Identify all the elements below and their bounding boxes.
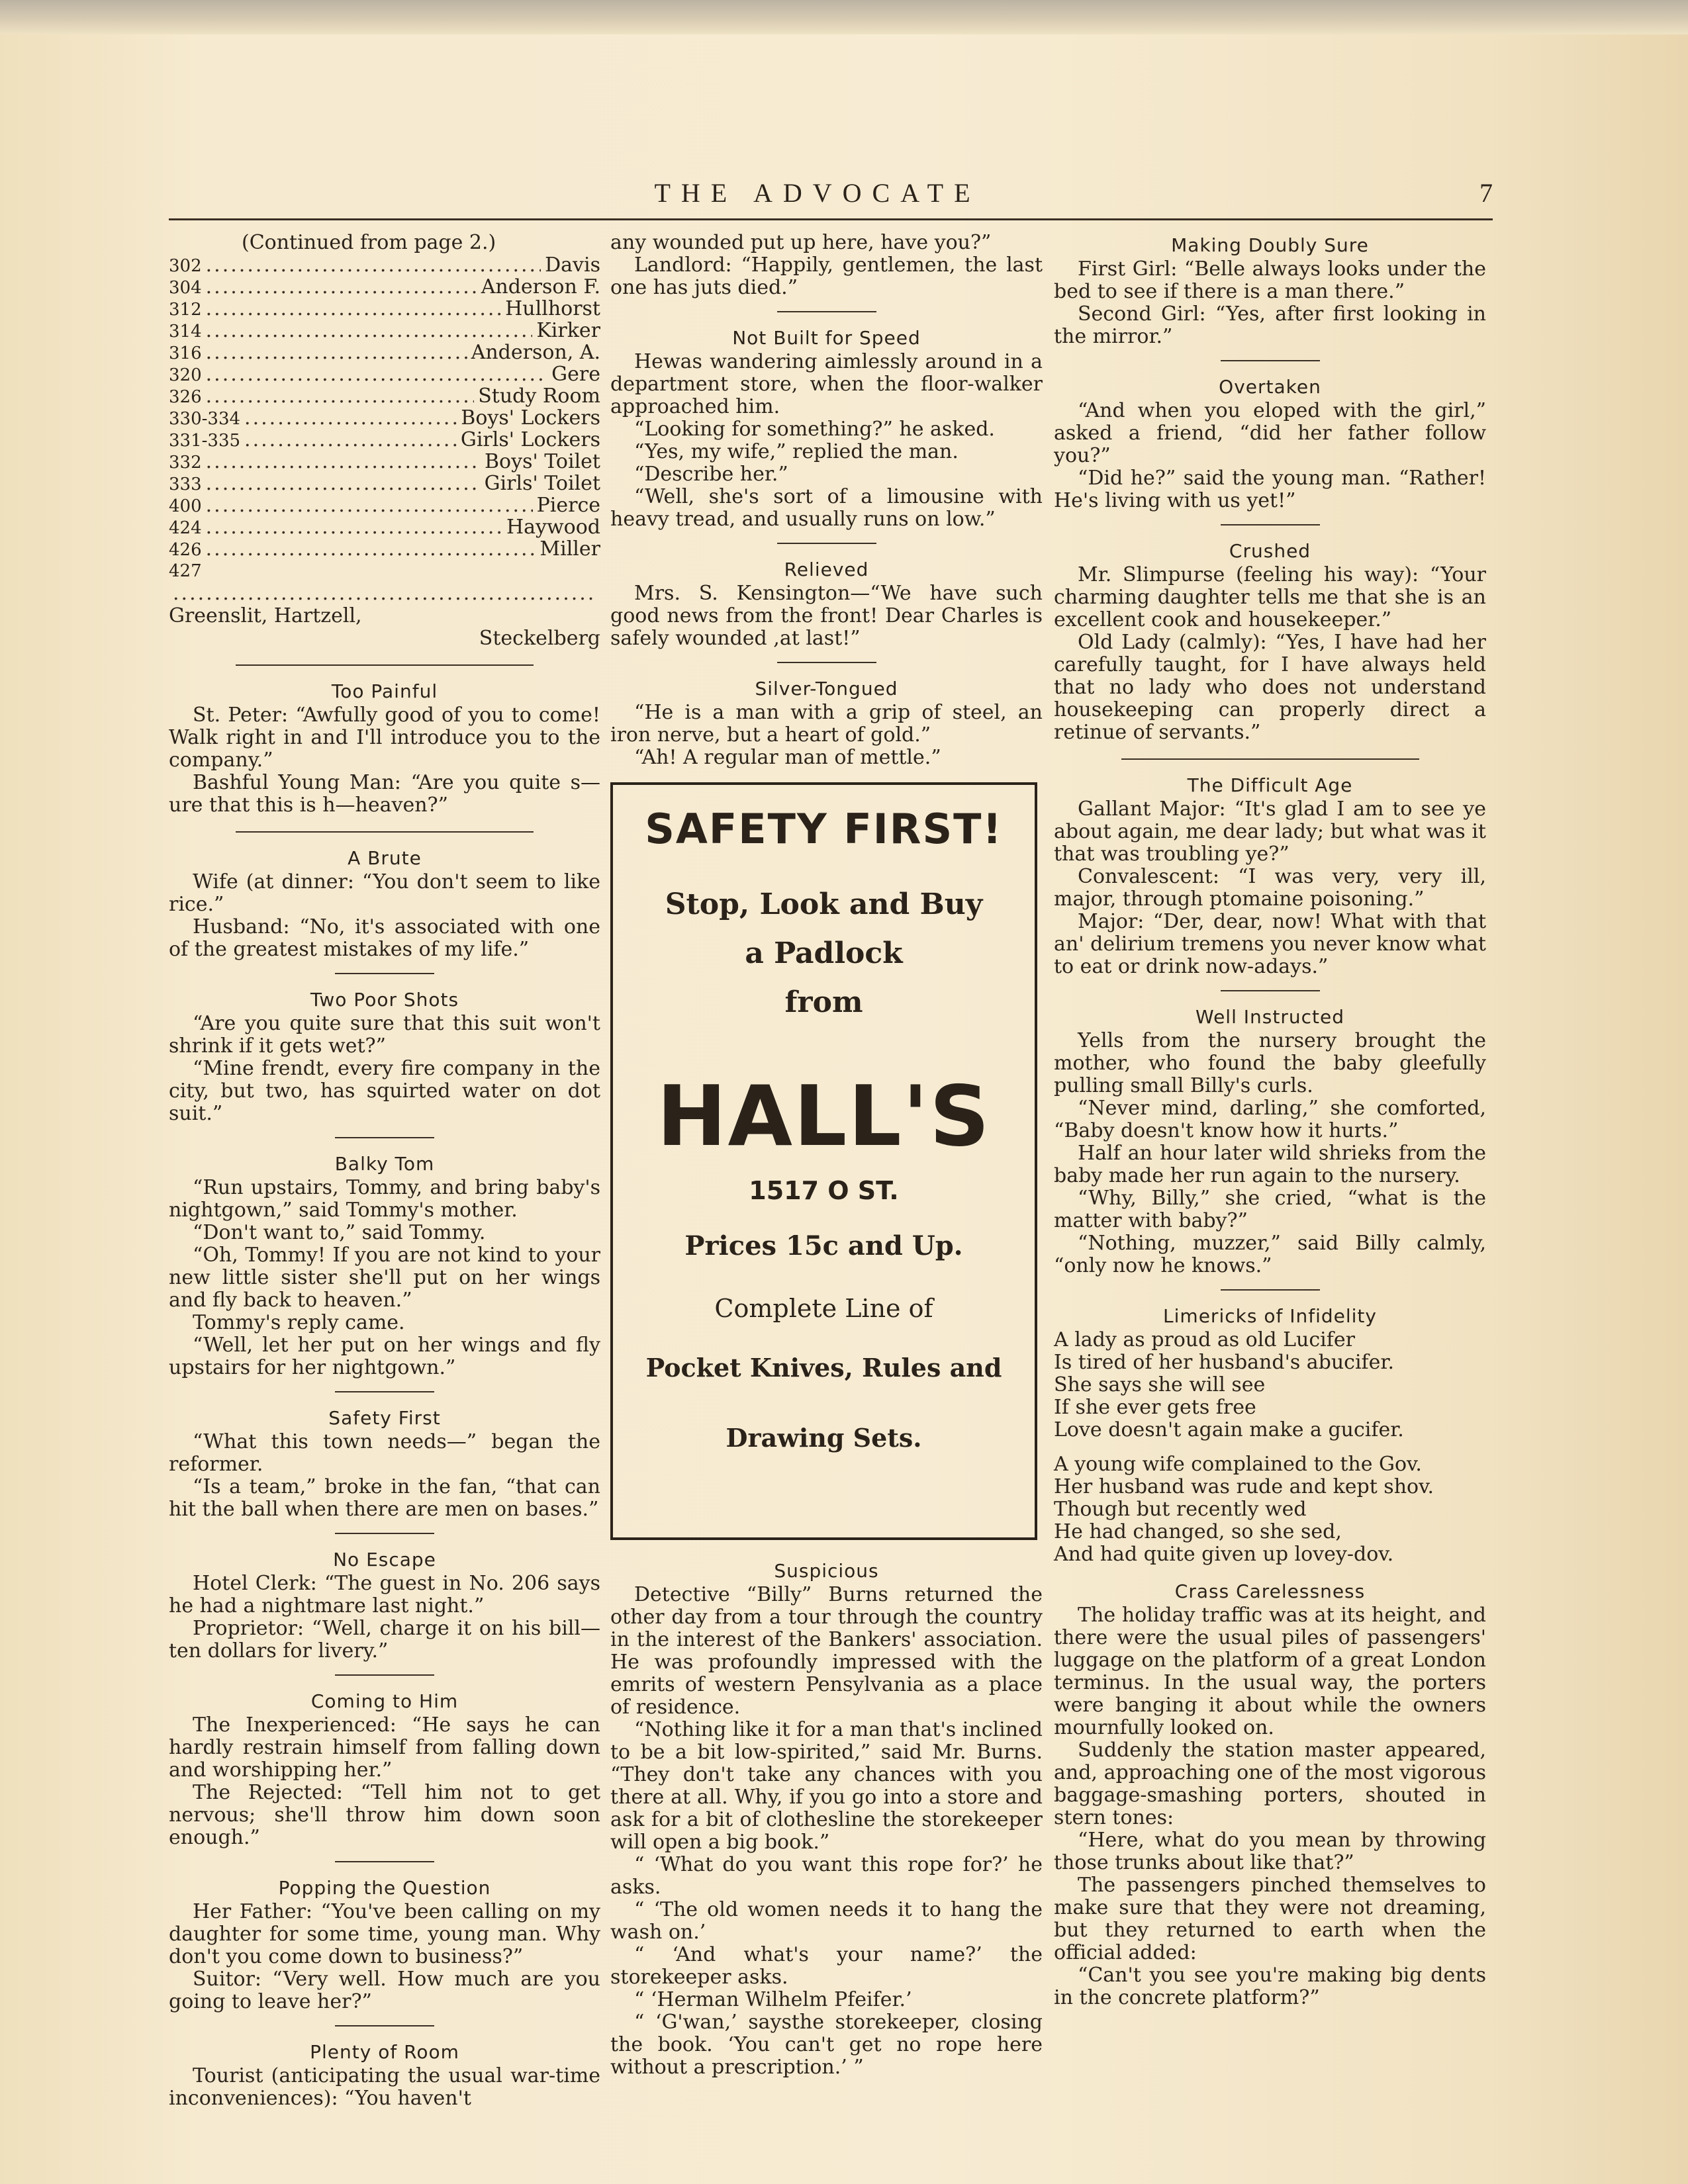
joke-text: “Mine frendt, every fire company in the city, but two, has squirted water on dot suit.” [169,1057,600,1125]
joke-title: Safety First [328,1407,441,1429]
joke-text: Hotel Clerk: “The guest in No. 206 says he had a nightmare last night.” [169,1572,600,1617]
directory-row: 331-335 ..... Girls' Lockers [169,429,600,451]
joke-text: “Nothing, muzzer,” said Billy calmly, “only now he knows.” [1054,1232,1486,1277]
section-divider [777,662,876,663]
directory-row: 332 ..... Boys' Toilet [169,451,600,473]
continued-note: (Continued from page 2.) [242,231,496,254]
poem-line: And had quite given up lovey-dov. [1054,1543,1394,1566]
joke-text: Detective “Billy” Burns returned the other day from a tour through the country in the interest of the Bankers' association. He was profoundly impressed with the emrits of western Pensylvania as a place of residence. [610,1583,1043,1719]
joke-title: Two Poor Shots [310,989,459,1011]
directory-row: 326 ..... Study Room [169,385,600,407]
joke-title: Not Built for Speed [732,327,921,349]
joke-text: Yells from the nursery brought the mother, who found the baby gleefully pulling small Billy's curls. [1054,1029,1486,1097]
joke-text: “ ‘G'wan,’ saysthe storekeeper, closing the book. ‘You can't get no rope here without a prescription.’ ” [610,2011,1043,2079]
poem-line: A lady as proud as old Lucifer [1054,1328,1355,1351]
section-divider [777,311,876,312]
poem-line: Though but recently wed [1054,1498,1307,1521]
joke-text: The passengers pinched themselves to make sure that they were not dreaming, but they returned to earth when the official added: [1054,1874,1486,1964]
directory-row: 427 ..... Greenslit, Hartzell, Steckelberg [169,560,600,650]
joke-text: Old Lady (calmly): “Yes, I have had her carefully taught, for I have always held that no lady who does not understand housekeeping can properly direct a retinue of servants.” [1054,631,1486,744]
joke-text: Convalescent: “I was very, very ill, major, through ptomaine poisoning.” [1054,865,1486,911]
section-divider [335,1391,434,1392]
joke-text: “What this town needs—” began the reformer. [169,1430,600,1476]
joke-title: Well Instructed [1196,1006,1344,1028]
directory-row: 302 ..... Davis [169,254,600,276]
joke-text: Suddenly the station master appeared, and, approaching one of the most vigorous baggage-smashing porters, shouted in stern tones: [1054,1739,1486,1829]
section-divider [236,664,534,666]
joke-text: “Run upstairs, Tommy, and bring baby's nightgown,” said Tommy's mother. [169,1176,600,1222]
section-divider [335,1861,434,1862]
joke-title: Plenty of Room [310,2041,459,2063]
section-divider [1121,758,1419,760]
joke-title: The Difficult Age [1187,774,1353,796]
joke-text: Landlord: “Happily, gentlemen, the last one has juts died.” [610,253,1043,299]
poem-line: Is tired of her husband's abucifer. [1054,1351,1394,1374]
joke-text: “Well, let her put on her wings and fly upstairs for her nightgown.” [169,1334,600,1379]
joke-title: Suspicious [774,1560,879,1582]
joke-title: Overtaken [1219,376,1321,398]
joke-text: “Don't want to,” said Tommy. [193,1221,486,1244]
joke-text: “Describe her.” [634,463,788,486]
ad-store-name: HALL'S [657,1068,991,1165]
ad-line: Complete Line of [714,1294,933,1323]
scan-edge [0,0,1688,34]
directory-row: 304 ..... Anderson F. [169,276,600,298]
section-divider [1221,360,1320,361]
directory-row: 312 ..... Hullhorst [169,298,600,320]
joke-text: Gallant Major: “It's glad I am to see ye about again, me dear lady; but what was it that was troubling ye?” [1054,797,1486,866]
joke-text: any wounded put up here, have you?” [610,231,992,254]
column-3 [1054,232,1486,2009]
section-divider [777,543,876,544]
joke-text: Proprietor: “Well, charge it on his bill—ten dollars for livery.” [169,1617,600,1662]
poem-line: Her husband was rude and kept shov. [1054,1475,1434,1498]
ad-line: Pocket Knives, Rules and [645,1353,1002,1383]
joke-text: Mrs. S. Kensington—“We have such good news from the front! Dear Charles is safely wounded ,at last!” [610,582,1043,650]
joke-text: “He is a man with a grip of steel, an iron nerve, but a heart of gold.” [610,701,1043,747]
ad-address: 1517 O ST. [749,1176,899,1205]
directory-row: 333 ..... Girls' Toilet [169,473,600,494]
joke-text: Tourist (anticipating the usual war-time inconveniences): “You haven't [169,2064,600,2110]
joke-text: The holiday traffic was at its height, and there were the usual piles of passengers' luggage on the platform of a great London terminus. In the usual way, the porters were banging it about while the owners mournfully looked on. [1054,1604,1486,1739]
poem-line: Love doesn't again make a gucifer. [1054,1418,1404,1441]
joke-text: Half an hour later wild shrieks from the baby made her run again to the nursery. [1054,1142,1486,1187]
joke-text: Second Girl: “Yes, after first looking in the mirror.” [1054,302,1486,348]
header-rule [169,218,1493,220]
column-2 [610,232,1043,2079]
joke-title: No Escape [333,1549,436,1570]
joke-title: Crass Carelessness [1174,1580,1366,1602]
joke-text: “ ‘And what's your name?’ the storekeeper asks. [610,1943,1043,1989]
section-divider [1221,524,1320,525]
joke-text: First Girl: “Belle always looks under the bed to see if there is a man there.” [1054,257,1486,303]
section-divider [1221,990,1320,991]
directory-row: 316 ..... Anderson, A. [169,341,600,363]
joke-text: “Ah! A regular man of mettle.” [634,746,941,769]
joke-title: Limericks of Infidelity [1163,1305,1377,1327]
joke-text: St. Peter: “Awfully good of you to come! Walk right in and I'll introduce you to the company.” [169,704,600,772]
column-1 [169,232,600,2110]
joke-text: “Nothing like it for a man that's inclined to be a bit low-spirited,” said Mr. Burns. “They don't take any chances with you there at all. Why, if you go into a store and ask for a bit of clothesline the storekeeper will open a big book.” [610,1718,1043,1854]
page-number: 7 [1479,178,1493,208]
joke-title: Making Doubly Sure [1171,234,1369,256]
directory-row: 426 ..... Miller [169,538,600,560]
joke-text: Wife (at dinner: “You don't seem to like rice.” [169,870,600,916]
joke-text: Husband: “No, it's associated with one of the greatest mistakes of my life.” [169,915,600,961]
limerick-2 [1054,1453,1486,1566]
halls-advertisement [610,782,1037,1540]
joke-text: “Why, Billy,” she cried, “what is the matter with baby?” [1054,1187,1486,1232]
ad-line: Drawing Sets. [726,1423,922,1453]
poem-line: A young wife complained to the Gov. [1054,1453,1422,1476]
joke-text: “Never mind, darling,” she comforted, “Baby doesn't know how it hurts.” [1054,1097,1486,1142]
directory-row: 314 ..... Kirker [169,320,600,341]
directory-row: 400 ..... Pierce [169,494,600,516]
joke-text: “Can't you see you're making big dents in the concrete platform?” [1054,1964,1486,2009]
joke-text: “Yes, my wife,” replied the man. [634,440,959,463]
poem-line: She says she will see [1054,1373,1266,1396]
directory-row: 320 ..... Gere [169,363,600,385]
ad-line: a Padlock [745,936,903,970]
joke-text: “Did he?” said the young man. “Rather! He's living with us yet!” [1054,467,1486,512]
joke-text: Suitor: “Very well. How much are you going to leave her?” [169,1968,600,2013]
section-divider [335,1674,434,1676]
joke-text: “Well, she's sort of a limousine with heavy tread, and usually runs on low.” [610,485,1043,531]
ad-line: Stop, Look and Buy [665,887,983,921]
section-divider [335,2025,434,2026]
section-divider [335,1533,434,1534]
joke-title: Too Painful [331,680,438,702]
publication-title: THE ADVOCATE [654,178,981,208]
joke-text: “ ‘What do you want this rope for?’ he asks. [610,1853,1043,1899]
poem-line: If she ever gets free [1054,1396,1256,1419]
joke-title: Silver-Tongued [755,678,898,700]
joke-text: Tommy's reply came. [193,1311,405,1334]
joke-text: Mr. Slimpurse (feeling his way): “Your charming daughter tells me that she is an excellent cook and housekeeper.” [1054,563,1486,631]
joke-title: Relieved [784,559,869,580]
joke-title: Balky Tom [334,1153,435,1175]
joke-text: The Inexperienced: “He says he can hardly restrain himself from falling down and worshipping her.” [169,1713,600,1782]
section-divider [236,831,534,833]
poem-line: He had changed, so she sed, [1054,1520,1342,1543]
joke-title: Popping the Question [278,1877,491,1899]
section-divider [335,1137,434,1138]
ad-prices: Prices 15c and Up. [684,1230,963,1261]
masthead [169,177,1493,217]
joke-text: Bashful Young Man: “Are you quite s—ure that this is h—heaven?” [169,771,600,817]
joke-text: “Looking for something?” he asked. [634,418,995,441]
joke-title: Coming to Him [310,1690,459,1712]
joke-text: “Are you quite sure that this suit won't shrink if it gets wet?” [169,1012,600,1058]
limerick-1 [1054,1329,1486,1441]
joke-text: “Oh, Tommy! If you are not kind to your new little sister she'll put on her wings and fly back to heaven.” [169,1244,600,1312]
joke-text: “Is a team,” broke in the fan, “that can hit the ball when there are men on bases.” [169,1475,600,1521]
joke-text: Hewas wandering aimlessly around in a department store, when the floor-walker approached him. [610,350,1043,418]
room-directory [169,254,600,650]
directory-row: 330-334 ..... Boys' Lockers [169,407,600,429]
joke-text: “And when you eloped with the girl,” asked a friend, “did her father follow you?” [1054,399,1486,467]
ad-line: from [784,985,863,1019]
joke-text: “ ‘The old women needs it to hang the wash on.’ [610,1898,1043,1944]
joke-text: Major: “Der, dear, now! What with that an' delirium tremens you never know what to eat or drink now-adays.” [1054,910,1486,978]
joke-title: Crushed [1229,540,1311,562]
ad-headline: SAFETY FIRST! [645,805,1003,853]
joke-text: The Rejected: “Tell him not to get nervous; she'll throw him down soon enough.” [169,1781,600,1849]
directory-row: 424 ..... Haywood [169,516,600,538]
section-divider [335,973,434,974]
joke-title: A Brute [348,847,422,869]
joke-text: “ ‘Herman Wilhelm Pfeifer.’ [634,1988,912,2011]
joke-text: Her Father: “You've been calling on my daughter for some time, young man. Why don't you come down to business?” [169,1900,600,1968]
section-divider [1221,1289,1320,1291]
joke-text: “Here, what do you mean by throwing those trunks about like that?” [1054,1829,1486,1874]
